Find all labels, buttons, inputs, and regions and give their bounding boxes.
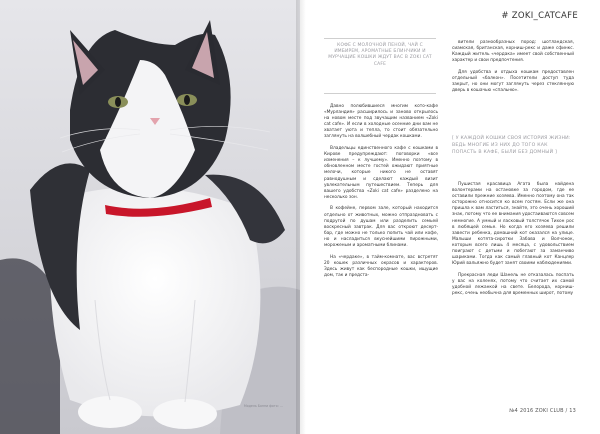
paragraph: Для удобства и отдыха кошкам предоставлен отдельный «балкон». Посетители доступ туда закрыт, но они могут заглянуть через стеклянную дверь в кошачью «спальню». <box>452 69 574 94</box>
article-column-2-continued <box>452 182 574 303</box>
paragraph: Давно полюбившиеся многим кото-кафе «Мурландия» расширилось и заново открылось на новом месте под звучащим названием «Zoki cat cafe». И если в холодные осенние дни вам не хватает уюта и тепла, то стоит обязательно заглянуть на волшебный чердак кошками. <box>324 104 438 140</box>
paragraph: Владельцы единственного кафе с кошками в Кирове предупреждают: поговорки «все изменения – к лучшему». Именно поэтому в обновленном месте гостей ожидают приятные мелочи, которые никого не оставят равнодушным и сделают каждый визит увлекательным путешествием. Теперь для вашего удобства «Zoki cat cafe» разделено на несколько зон. <box>324 146 438 200</box>
paragraph: На «чердаке», в тайм-комнате, вас встретят 20 кошек различных окрасов и характеров. Здесь живут как беспородные кошки, ищущие дом, так и предста- <box>324 254 438 278</box>
article-page <box>300 0 600 434</box>
paragraph: вители разнообразных пород: шотландская, сиамская, британская, корниш-рекс и даже сфинкс. Каждый житель «чердака» имеет свой собственный характер и свои предпочтения. <box>452 40 574 64</box>
page-footer: №4 2016 ZOKI CLUB / 13 <box>509 408 576 414</box>
paragraph: Прекрасная леди Шанель не отказалась поспать у вас на коленях, потому что считает их самой удобной лежанкой на свете. Белорода, корниш-рекс, очень необычна для временных широт, потому <box>452 272 574 297</box>
photo-caption: Модель Бонни фото: ... <box>244 404 283 408</box>
paragraph: В кофейне, первом зале, который находится отдельно от животных, можно отпраздновать с подругой по душам или разделить семьей воскресный завтрак. Для вас откроют десерт-бар, где можно не только попить чай или кофе, но и насладиться вкуснейшими пирожными, мороженым и ароматными блинами. <box>324 206 438 248</box>
article-column-2 <box>452 40 574 100</box>
paragraph: Пушистая красавица Агата была найдена волонтерами на остановке за городом, где ее оставили прежние хозяева. Именно поэтому она так осторожно относится ко всем гостям. Если же она пришла к вам ластиться, знайте, это очень хороший знак, потому что ее внимания удостаиваются совсем немногие. А умный и ласковый толстячок Тихон рос в любящей семье. Но когда его хозяева решили завести ребенка, домашний кот оказался на улице. Малыши котята-сиротки Забава и Волчонок, которым всего лишь 4 месяца, с удовольствием поиграют с детьми и побегают за заманчиво шариками. Тогда как самый главный кот Канцлер Юрий вальяжно будет занят своими наблюдениями. <box>452 182 574 267</box>
pullquote-left: КОФЕ С МОЛОЧНОЙ ПЕНОЙ, ЧАЙ С ИМБИРЕМ, АРОМАТНЫЕ БЛИНЧИКИ И МУРЧАЩИЕ КОШКИ ЖДУТ ВАС В ZOKI CAT CAFE <box>324 38 436 94</box>
section-tag: # ZOKI_CATCAFE <box>501 11 578 21</box>
article-column-1 <box>324 104 438 284</box>
pullquote-right: [ У КАЖДОЙ КОШКИ СВОЯ ИСТОРИЯ ЖИЗНИ: ВЕДЬ МНОГИЕ ИЗ НИХ ДО ТОГО КАК ПОПАСТЬ В КАФЕ, БЫЛИ БЕЗ ДОМНЫЙ ] <box>452 136 571 155</box>
